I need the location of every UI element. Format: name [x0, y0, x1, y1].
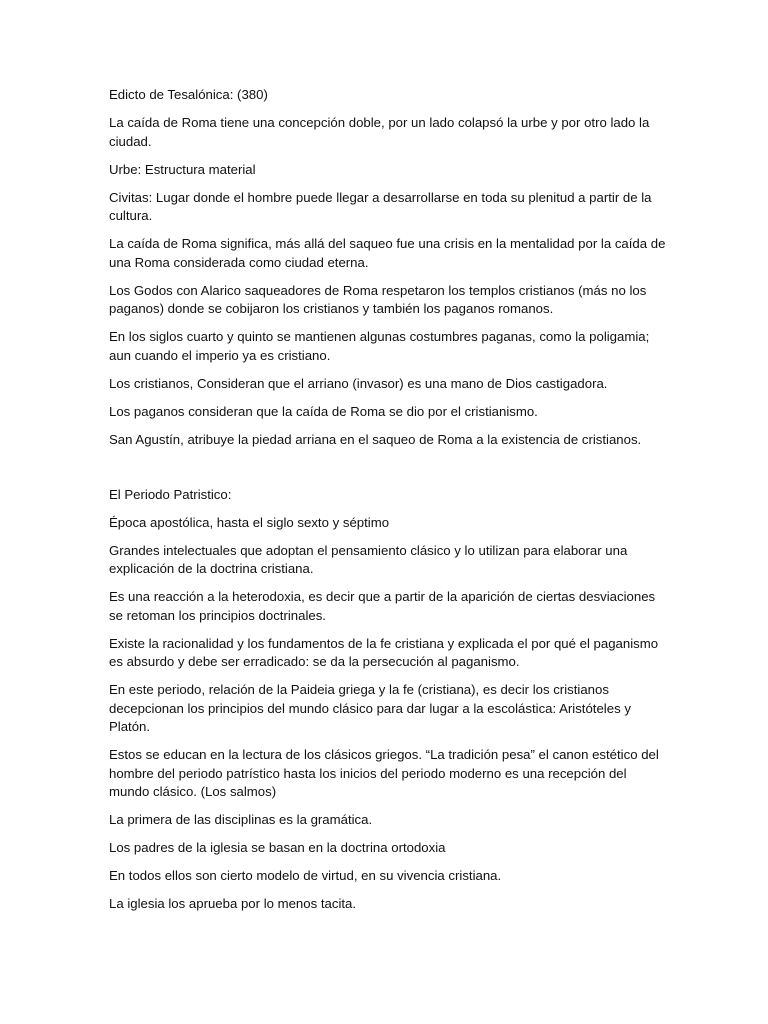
paragraph: Es una reacción a la heterodoxia, es decir que a partir de la aparición de ciertas desviaciones se retoman los principios doctrinales.: [109, 589, 656, 623]
paragraph: Los cristianos, Consideran que el arriano (invasor) es una mano de Dios castigadora.: [109, 375, 608, 391]
paragraph: Estos se educan en la lectura de los clásicos griegos. “La tradición pesa” el canon estético del hombre del periodo patrístico hasta los inicios del periodo moderno es una recepción del mundo clásico. (Los salmos): [109, 747, 659, 799]
paragraph: La caída de Roma significa, más allá del saqueo fue una crisis en la mentalidad por la caída de una Roma considerada como ciudad eterna.: [109, 236, 666, 270]
paragraph: En todos ellos son cierto modelo de virtud, en su vivencia cristiana.: [109, 868, 502, 883]
paragraph: Urbe: Estructura material: [109, 161, 256, 177]
paragraph: La iglesia los aprueba por lo menos tacita.: [109, 896, 357, 911]
paragraph: La primera de las disciplinas es la gramática.: [109, 812, 373, 827]
paragraph: En los siglos cuarto y quinto se mantienen algunas costumbres paganas, como la poligamia; aun cuando el imperio ya es cristiano.: [109, 329, 650, 363]
paragraph: La caída de Roma tiene una concepción doble, por un lado colapsó la urbe y por otro lado la ciudad.: [109, 115, 650, 149]
section-periodo-patristico: [109, 486, 668, 914]
paragraph: Los Godos con Alarico saqueadores de Roma respetaron los templos cristianos (más no los paganos) donde se cobijaron los cristianos y también los paganos romanos.: [109, 282, 647, 316]
paragraph: En este periodo, relación de la Paideia griega y la fe (cristiana), es decir los cristianos decepcionan los principios del mundo clásico para dar lugar a la escolástica: Aristóteles y Platón.: [109, 682, 631, 734]
paragraph: Época apostólica, hasta el siglo sexto y séptimo: [109, 514, 390, 530]
paragraph: Civitas: Lugar donde el hombre puede llegar a desarrollarse en toda su plenitud a partir de la cultura.: [109, 189, 652, 223]
paragraph: Grandes intelectuales que adoptan el pensamiento clásico y lo utilizan para elaborar una explicación de la doctrina cristiana.: [109, 542, 628, 576]
paragraph: San Agustín, atribuye la piedad arriana en el saqueo de Roma a la existencia de cristianos.: [109, 431, 642, 447]
paragraph: Los padres de la iglesia se basan en la doctrina ortodoxia: [109, 840, 446, 855]
paragraph: Existe la racionalidad y los fundamentos de la fe cristiana y explicada el por qué el paganismo es absurdo y debe ser erradicado: se da la persecución al paganismo.: [109, 635, 659, 669]
section-edicto: [109, 86, 668, 449]
paragraph-title-periodo: El Periodo Patristico:: [109, 486, 232, 502]
paragraph-title-edicto: Edicto de Tesalónica: (380): [109, 87, 268, 102]
section-spacer: [109, 459, 668, 486]
paragraph: Los paganos consideran que la caída de Roma se dio por el cristianismo.: [109, 403, 538, 419]
